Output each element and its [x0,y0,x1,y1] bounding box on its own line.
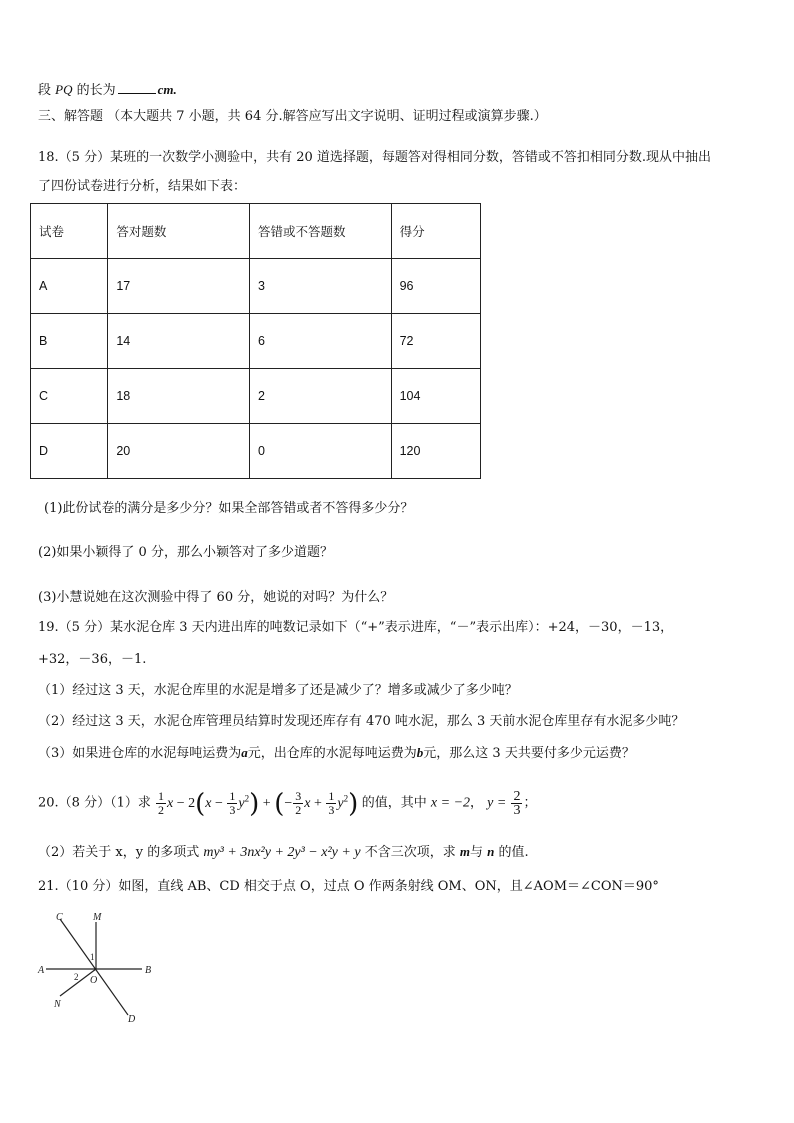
table-cell: 3 [249,259,391,314]
table-cell: C [31,369,108,424]
label-c: C [56,912,63,923]
label-n: N [54,999,61,1010]
q20-y-label: y = [487,795,507,811]
var-a: a [241,745,248,760]
table-cell: 96 [391,259,480,314]
label-a: A [38,965,45,976]
q19-sub3 [38,744,635,763]
table-cell: 72 [391,314,480,369]
intro-unit: cm. [157,82,177,97]
q18-line2: 了四份试卷进行分析，结果如下表： [38,179,247,194]
q20-x-value: x = −2 [430,795,471,811]
q20-end: ； [523,795,537,811]
q20-polynomial: my³ + 3nx²y + 2y³ − x²y + y [203,845,361,860]
intro-line [38,81,177,100]
table-cell: 2 [249,369,391,424]
label-angle-2: 2 [74,972,79,982]
table-row [31,369,481,424]
q20-expression: $\frac{1}{2}$ x − 2(x − $\frac{1}{3}$ $y^2$) + (− $\frac{3}{2}$ x + $\frac{1}{3}$ $y^2$) [158,788,359,819]
table-cell: 20 [108,424,250,479]
q20-line1: 20.（8 分）（1）求 $\frac{1}{2}$ x − 2(x − $\frac{1}{3}$ $y^2$) + (− $\frac{3}{2}$ x + $\frac{1}{3}$ $y^2$) 的值，其中 x = −2， y = $\frac{2}{3}$ ； [38,788,537,819]
var-b: b [416,745,424,760]
q19-line2: +32，－36，－1. [38,652,147,667]
q19-line1: 19.（5 分）某水泥仓库 3 天内进出库的吨数记录如下（“+”表示进库，“－”表示出库）：+24，－30，－13， [38,620,674,635]
table-row [31,424,481,479]
table-header-cell: 答对题数 [108,204,250,259]
q18-sub1: (1)此份试卷的满分是多少分？如果全部答错或者不答得多少分？ [44,501,414,516]
q20-sub2-suffix: 不含三次项，求 [364,845,456,860]
intro-var: PQ [55,82,73,97]
label-angle-1: 1 [90,952,95,962]
q19-sub3-part-c: 元，那么这 3 天共要付多少元运费？ [423,746,635,761]
table-row [31,314,481,369]
table-cell: 104 [391,369,480,424]
table-cell: A [31,259,108,314]
table-header-row [31,204,481,259]
table-cell: 18 [108,369,250,424]
q18-line1: 18.（5 分）某班的一次数学小测验中，共有 20 道选择题，每题答对得相同分数，答错或不答扣相同分数.现从中抽出 [38,150,712,165]
q19-sub3-part-b: 元，出仓库的水泥每吨运费为 [247,746,417,761]
score-table [30,203,481,479]
answer-blank [118,81,156,94]
label-o: O [90,975,98,986]
table-cell: 6 [249,314,391,369]
table-header-cell: 试卷 [31,204,108,259]
table-cell: 0 [249,424,391,479]
q18-sub2: (2)如果小颖得了 0 分，那么小颖答对了多少道题？ [38,545,333,560]
var-m: m [459,844,470,859]
label-m: M [93,912,102,923]
q20-and: 与 [469,845,483,860]
table-cell: 17 [108,259,250,314]
q20-sub2-end: 的值. [498,845,529,860]
table-row [31,259,481,314]
var-n: n [487,844,495,859]
table-header-cell: 答错或不答题数 [249,204,391,259]
q20-suffix: 的值，其中 [361,795,427,811]
label-b: B [145,965,152,976]
table-header-cell: 得分 [391,204,480,259]
q20-line2 [38,843,529,862]
q19-sub1: （1）经过这 3 天，水泥仓库里的水泥是增多了还是减少了？增多或减少了多少吨？ [38,683,518,698]
q20-prefix: 20.（8 分）（1）求 [38,795,151,811]
q19-sub2: （2）经过这 3 天，水泥仓库管理员结算时发现还库存有 470 吨水泥，那么 3 天前水泥仓库里存有水泥多少吨？ [38,714,685,729]
q20-sub2-prefix: （2）若关于 x，y 的多项式 [38,845,200,860]
q21-line: 21.（10 分）如图，直线 AB、CD 相交于点 O，过点 O 作两条射线 OM、ON，且∠AOM＝∠CON＝90° [38,879,659,894]
geometry-figure [36,912,166,1027]
q18-sub3: (3)小慧说她在这次测验中得了 60 分，她说的对吗？为什么？ [38,590,394,605]
table-cell: 14 [108,314,250,369]
table-cell: D [31,424,108,479]
table-cell: 120 [391,424,480,479]
line-cd [60,919,128,1015]
intro-mid: 的长为 [76,83,116,98]
label-d: D [128,1014,136,1025]
section-3-heading: 三、解答题 （本大题共 7 小题，共 64 分.解答应写出文字说明、证明过程或演算步骤.） [38,109,547,124]
q19-sub3-part-a: （3）如果进仓库的水泥每吨运费为 [38,746,242,761]
table-cell: B [31,314,108,369]
intro-prefix: 段 [38,83,52,98]
